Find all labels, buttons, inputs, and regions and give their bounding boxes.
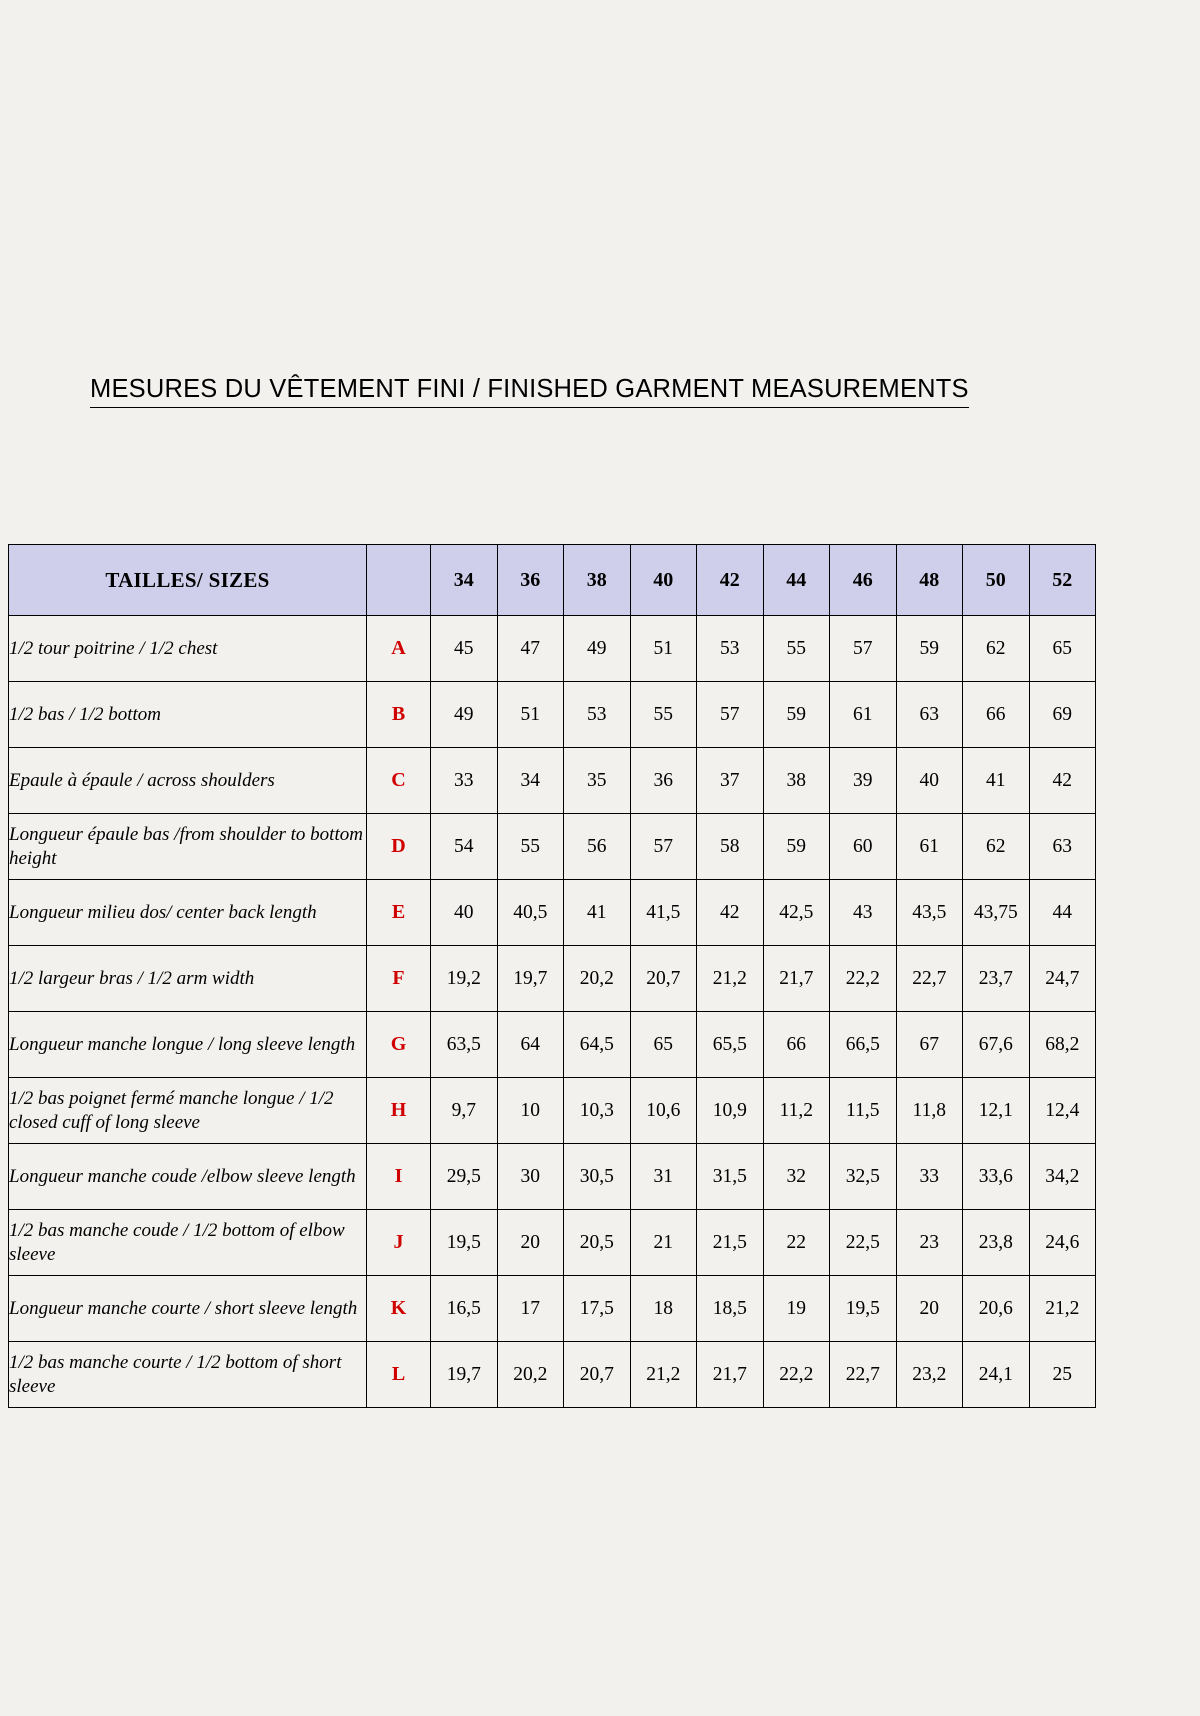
table-row [9, 946, 1096, 1012]
cell-value: 22,7 [896, 946, 963, 1012]
row-label: Longueur milieu dos/ center back length [9, 880, 367, 946]
cell-value: 69 [1029, 682, 1096, 748]
cell-value: 19,5 [830, 1276, 897, 1342]
cell-value: 67,6 [963, 1012, 1030, 1078]
header-letter-blank [367, 545, 431, 616]
row-label: 1/2 bas poignet fermé manche longue / 1/2 closed cuff of long sleeve [9, 1078, 367, 1144]
cell-value: 68,2 [1029, 1012, 1096, 1078]
cell-value: 40,5 [497, 880, 564, 946]
table-row [9, 1144, 1096, 1210]
cell-value: 64,5 [564, 1012, 631, 1078]
row-label: Longueur manche courte / short sleeve length [9, 1276, 367, 1342]
cell-value: 21,7 [697, 1342, 764, 1408]
cell-value: 19,7 [497, 946, 564, 1012]
cell-value: 62 [963, 814, 1030, 880]
cell-value: 29,5 [431, 1144, 498, 1210]
row-label: 1/2 largeur bras / 1/2 arm width [9, 946, 367, 1012]
cell-value: 43 [830, 880, 897, 946]
cell-value: 19 [763, 1276, 830, 1342]
cell-value: 66,5 [830, 1012, 897, 1078]
row-label: 1/2 bas / 1/2 bottom [9, 682, 367, 748]
cell-value: 21,7 [763, 946, 830, 1012]
cell-value: 21,2 [697, 946, 764, 1012]
row-letter: B [367, 682, 431, 748]
cell-value: 58 [697, 814, 764, 880]
cell-value: 34,2 [1029, 1144, 1096, 1210]
cell-value: 59 [896, 616, 963, 682]
measurements-table [8, 544, 1096, 1408]
cell-value: 23,2 [896, 1342, 963, 1408]
header-size-34: 34 [431, 545, 498, 616]
row-letter: J [367, 1210, 431, 1276]
header-size-48: 48 [896, 545, 963, 616]
cell-value: 21 [630, 1210, 697, 1276]
row-label: 1/2 bas manche courte / 1/2 bottom of short sleeve [9, 1342, 367, 1408]
cell-value: 22,2 [763, 1342, 830, 1408]
cell-value: 36 [630, 748, 697, 814]
cell-value: 64 [497, 1012, 564, 1078]
cell-value: 24,6 [1029, 1210, 1096, 1276]
cell-value: 16,5 [431, 1276, 498, 1342]
row-letter: L [367, 1342, 431, 1408]
cell-value: 53 [697, 616, 764, 682]
cell-value: 31 [630, 1144, 697, 1210]
cell-value: 34 [497, 748, 564, 814]
row-label: 1/2 bas manche coude / 1/2 bottom of elbow sleeve [9, 1210, 367, 1276]
cell-value: 57 [830, 616, 897, 682]
header-size-46: 46 [830, 545, 897, 616]
cell-value: 47 [497, 616, 564, 682]
row-letter: G [367, 1012, 431, 1078]
table-row [9, 748, 1096, 814]
cell-value: 41,5 [630, 880, 697, 946]
row-label: Longueur manche coude /elbow sleeve length [9, 1144, 367, 1210]
table-row [9, 814, 1096, 880]
cell-value: 20,2 [497, 1342, 564, 1408]
cell-value: 32 [763, 1144, 830, 1210]
cell-value: 44 [1029, 880, 1096, 946]
cell-value: 59 [763, 814, 830, 880]
cell-value: 43,5 [896, 880, 963, 946]
cell-value: 11,5 [830, 1078, 897, 1144]
row-letter: E [367, 880, 431, 946]
cell-value: 18 [630, 1276, 697, 1342]
cell-value: 57 [697, 682, 764, 748]
row-label: Longueur épaule bas /from shoulder to bottom height [9, 814, 367, 880]
row-letter: K [367, 1276, 431, 1342]
cell-value: 12,1 [963, 1078, 1030, 1144]
header-size-36: 36 [497, 545, 564, 616]
cell-value: 42 [697, 880, 764, 946]
cell-value: 59 [763, 682, 830, 748]
cell-value: 23 [896, 1210, 963, 1276]
cell-value: 33 [431, 748, 498, 814]
cell-value: 21,5 [697, 1210, 764, 1276]
header-size-40: 40 [630, 545, 697, 616]
cell-value: 22,2 [830, 946, 897, 1012]
cell-value: 53 [564, 682, 631, 748]
cell-value: 63,5 [431, 1012, 498, 1078]
cell-value: 17 [497, 1276, 564, 1342]
cell-value: 40 [896, 748, 963, 814]
cell-value: 23,7 [963, 946, 1030, 1012]
cell-value: 63 [1029, 814, 1096, 880]
cell-value: 43,75 [963, 880, 1030, 946]
cell-value: 54 [431, 814, 498, 880]
cell-value: 55 [763, 616, 830, 682]
cell-value: 55 [630, 682, 697, 748]
cell-value: 57 [630, 814, 697, 880]
row-letter: D [367, 814, 431, 880]
row-letter: A [367, 616, 431, 682]
header-size-50: 50 [963, 545, 1030, 616]
cell-value: 49 [431, 682, 498, 748]
cell-value: 55 [497, 814, 564, 880]
cell-value: 10,9 [697, 1078, 764, 1144]
cell-value: 19,5 [431, 1210, 498, 1276]
cell-value: 41 [963, 748, 1030, 814]
cell-value: 66 [963, 682, 1030, 748]
cell-value: 32,5 [830, 1144, 897, 1210]
table-row [9, 1276, 1096, 1342]
cell-value: 67 [896, 1012, 963, 1078]
cell-value: 30,5 [564, 1144, 631, 1210]
cell-value: 33 [896, 1144, 963, 1210]
header-size-38: 38 [564, 545, 631, 616]
cell-value: 10,6 [630, 1078, 697, 1144]
cell-value: 22,7 [830, 1342, 897, 1408]
page-title: MESURES DU VÊTEMENT FINI / FINISHED GARMENT MEASUREMENTS [90, 375, 969, 408]
cell-value: 20,6 [963, 1276, 1030, 1342]
cell-value: 20,7 [564, 1342, 631, 1408]
table-row [9, 1012, 1096, 1078]
cell-value: 51 [497, 682, 564, 748]
cell-value: 21,2 [1029, 1276, 1096, 1342]
cell-value: 33,6 [963, 1144, 1030, 1210]
cell-value: 49 [564, 616, 631, 682]
cell-value: 45 [431, 616, 498, 682]
cell-value: 37 [697, 748, 764, 814]
cell-value: 60 [830, 814, 897, 880]
row-label: 1/2 tour poitrine / 1/2 chest [9, 616, 367, 682]
cell-value: 20,7 [630, 946, 697, 1012]
row-letter: H [367, 1078, 431, 1144]
row-label: Longueur manche longue / long sleeve length [9, 1012, 367, 1078]
cell-value: 20,5 [564, 1210, 631, 1276]
cell-value: 30 [497, 1144, 564, 1210]
cell-value: 65 [1029, 616, 1096, 682]
cell-value: 65 [630, 1012, 697, 1078]
row-label: Epaule à épaule / across shoulders [9, 748, 367, 814]
cell-value: 18,5 [697, 1276, 764, 1342]
cell-value: 61 [896, 814, 963, 880]
table-row [9, 1078, 1096, 1144]
cell-value: 38 [763, 748, 830, 814]
cell-value: 10 [497, 1078, 564, 1144]
table-row [9, 1210, 1096, 1276]
cell-value: 22,5 [830, 1210, 897, 1276]
cell-value: 20 [497, 1210, 564, 1276]
cell-value: 62 [963, 616, 1030, 682]
cell-value: 24,1 [963, 1342, 1030, 1408]
cell-value: 39 [830, 748, 897, 814]
cell-value: 19,2 [431, 946, 498, 1012]
header-size-42: 42 [697, 545, 764, 616]
table-header-row [9, 545, 1096, 616]
table-row [9, 1342, 1096, 1408]
row-letter: C [367, 748, 431, 814]
header-sizes-label: TAILLES/ SIZES [9, 545, 367, 616]
cell-value: 63 [896, 682, 963, 748]
cell-value: 12,4 [1029, 1078, 1096, 1144]
cell-value: 42 [1029, 748, 1096, 814]
cell-value: 17,5 [564, 1276, 631, 1342]
row-letter: I [367, 1144, 431, 1210]
cell-value: 51 [630, 616, 697, 682]
table-row [9, 880, 1096, 946]
cell-value: 24,7 [1029, 946, 1096, 1012]
cell-value: 25 [1029, 1342, 1096, 1408]
cell-value: 66 [763, 1012, 830, 1078]
table-row [9, 682, 1096, 748]
cell-value: 10,3 [564, 1078, 631, 1144]
cell-value: 21,2 [630, 1342, 697, 1408]
row-letter: F [367, 946, 431, 1012]
cell-value: 42,5 [763, 880, 830, 946]
cell-value: 9,7 [431, 1078, 498, 1144]
cell-value: 11,8 [896, 1078, 963, 1144]
cell-value: 35 [564, 748, 631, 814]
cell-value: 65,5 [697, 1012, 764, 1078]
cell-value: 56 [564, 814, 631, 880]
cell-value: 20 [896, 1276, 963, 1342]
cell-value: 20,2 [564, 946, 631, 1012]
cell-value: 31,5 [697, 1144, 764, 1210]
cell-value: 40 [431, 880, 498, 946]
header-size-52: 52 [1029, 545, 1096, 616]
cell-value: 23,8 [963, 1210, 1030, 1276]
cell-value: 19,7 [431, 1342, 498, 1408]
header-size-44: 44 [763, 545, 830, 616]
cell-value: 41 [564, 880, 631, 946]
cell-value: 61 [830, 682, 897, 748]
cell-value: 22 [763, 1210, 830, 1276]
cell-value: 11,2 [763, 1078, 830, 1144]
table-row [9, 616, 1096, 682]
